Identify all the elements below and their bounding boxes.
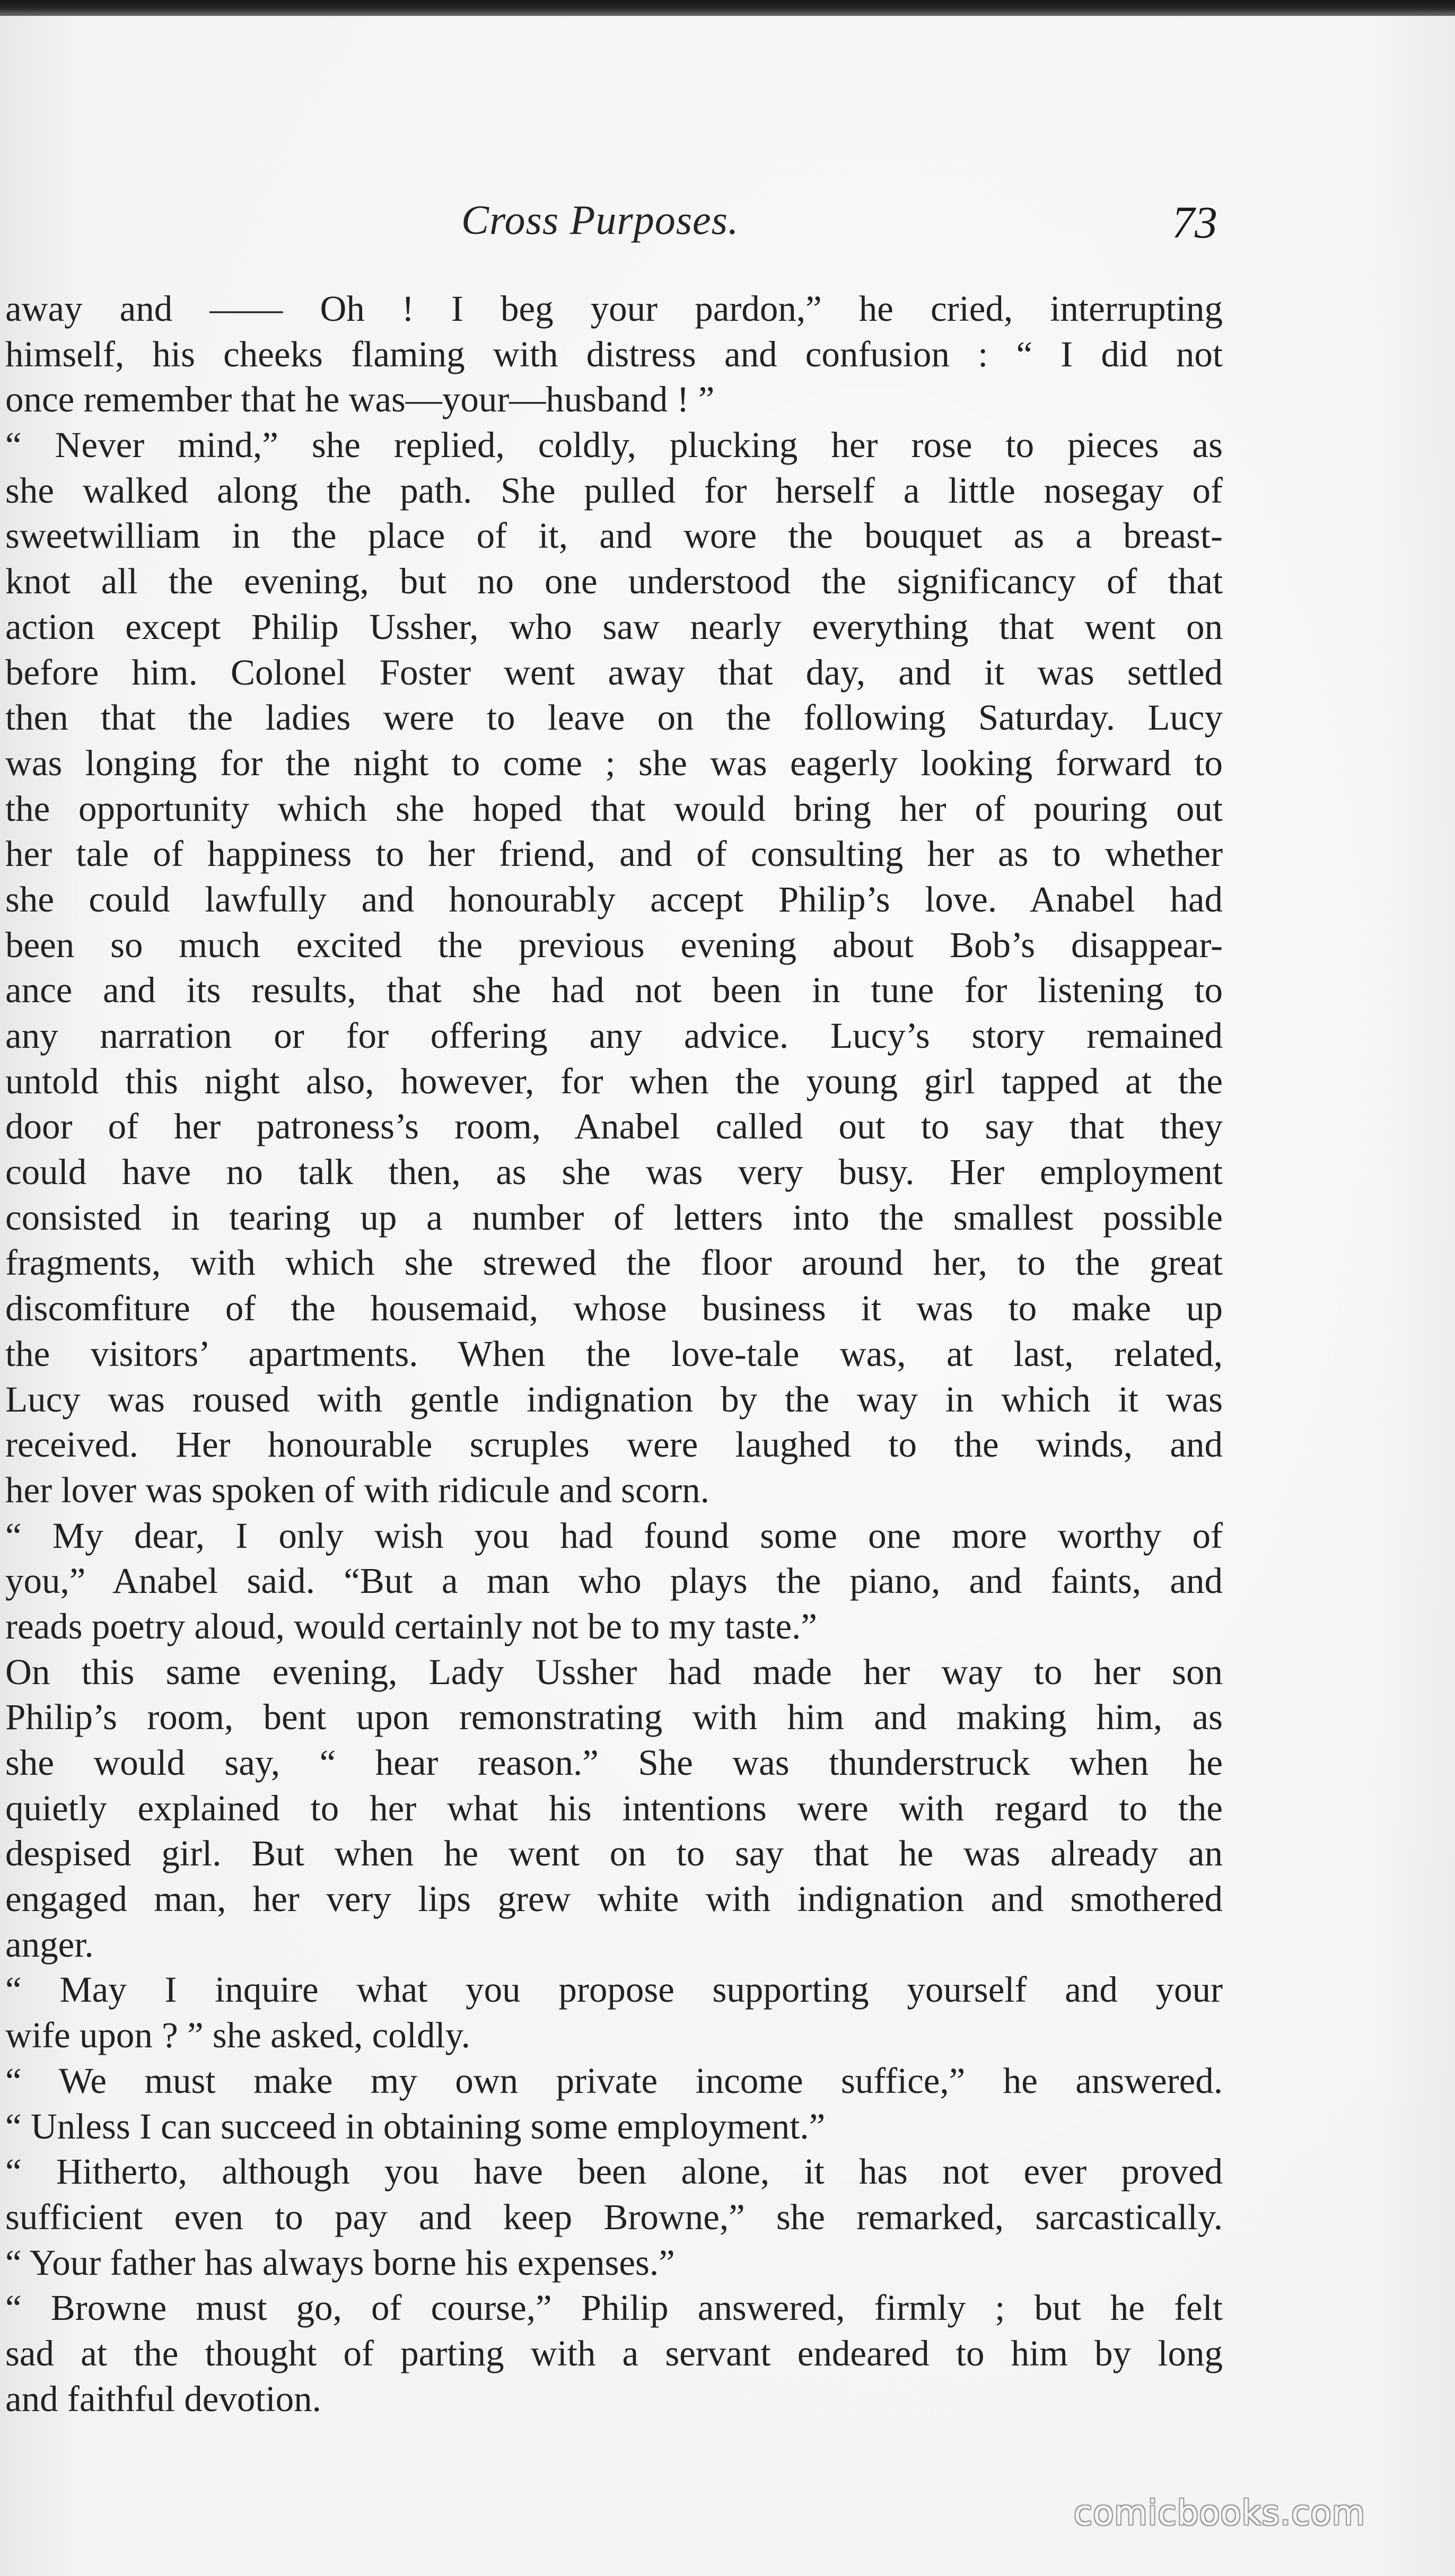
running-head <box>0 188 1455 257</box>
text-line: Lucy was roused with gentle indignation by the way in which it was <box>5 1379 1223 1420</box>
text-line: “ May I inquire what you propose supporting yourself and your <box>5 1969 1223 2010</box>
text-line: “ Hitherto, although you have been alone, it has not ever proved <box>5 2151 1223 2192</box>
text-line: despised girl. But when he went on to say that he was already an <box>5 1833 1223 1874</box>
text-line: once remember that he was—your—husband ! ” <box>5 379 715 420</box>
text-line: fragments, with which she strewed the floor around her, to the great <box>5 1242 1223 1283</box>
text-line: “ Never mind,” she replied, coldly, plucking her rose to pieces as <box>5 425 1223 466</box>
text-line: she would say, “ hear reason.” She was thunderstruck when he <box>5 1742 1223 1783</box>
text-line: discomfiture of the housemaid, whose business it was to make up <box>5 1288 1223 1329</box>
text-line: the visitors’ apartments. When the love-tale was, at last, related, <box>5 1333 1223 1374</box>
text-line: “ My dear, I only wish you had found some one more worthy of <box>5 1515 1223 1556</box>
text-line: wife upon ? ” she asked, coldly. <box>5 2015 470 2056</box>
text-line: received. Her honourable scruples were laughed to the winds, and <box>5 1424 1223 1465</box>
text-line: was longing for the night to come ; she was eagerly looking forward to <box>5 742 1223 783</box>
text-line: away and —— Oh ! I beg your pardon,” he cried, interrupting <box>5 288 1223 329</box>
text-line: “ We must make my own private income suffice,” he answered. <box>5 2060 1223 2101</box>
text-line: Philip’s room, bent upon remonstrating with him and making him, as <box>5 1697 1223 1738</box>
text-line: quietly explained to her what his intentions were with regard to the <box>5 1788 1223 1828</box>
text-line: the opportunity which she hoped that would bring her of pouring out <box>5 788 1223 829</box>
text-line: before him. Colonel Foster went away that day, and it was settled <box>5 652 1223 693</box>
text-line: knot all the evening, but no one understood the significancy of that <box>5 561 1223 602</box>
text-line: and faithful devotion. <box>5 2378 321 2419</box>
text-line: could have no talk then, as she was very busy. Her employment <box>5 1152 1223 1193</box>
text-line: she could lawfully and honourably accept Philip’s love. Anabel had <box>5 879 1223 919</box>
text-line: consisted in tearing up a number of letters into the smallest possible <box>5 1197 1223 1238</box>
text-line: any narration or for offering any advice. Lucy’s story remained <box>5 1015 1223 1056</box>
body-text <box>5 286 1223 2422</box>
text-line: then that the ladies were to leave on the following Saturday. Lucy <box>5 697 1223 738</box>
text-line: door of her patroness’s room, Anabel called out to say that they <box>5 1106 1223 1147</box>
text-line: “ Your father has always borne his expenses.” <box>5 2242 675 2283</box>
text-line: her tale of happiness to her friend, and of consulting her as to whether <box>5 834 1223 874</box>
text-line: “ Unless I can succeed in obtaining some employment.” <box>5 2106 826 2146</box>
running-head-title: Cross Purposes. <box>461 197 739 243</box>
watermark: comicbooks.com <box>1074 2494 1366 2533</box>
text-line: reads poetry aloud, would certainly not be to my taste.” <box>5 1606 817 1646</box>
scan-top-edge <box>0 0 1455 16</box>
text-line: engaged man, her very lips grew white with indignation and smothered <box>5 1879 1223 1920</box>
text-line: her lover was spoken of with ridicule and scorn. <box>5 1469 709 1510</box>
text-line: been so much excited the previous evening about Bob’s disappear- <box>5 924 1223 965</box>
text-line: action except Philip Ussher, who saw nearly everything that went on <box>5 606 1223 647</box>
text-line: himself, his cheeks flaming with distress and confusion : “ I did not <box>5 334 1223 374</box>
text-line: anger. <box>5 1924 94 1965</box>
text-line: untold this night also, however, for when the young girl tapped at the <box>5 1061 1223 1101</box>
text-line: sad at the thought of parting with a servant endeared to him by long <box>5 2333 1223 2373</box>
text-line: ance and its results, that she had not been in tune for listening to <box>5 970 1223 1011</box>
text-line: sufficient even to pay and keep Browne,” she remarked, sarcastically. <box>5 2196 1223 2237</box>
page-number: 73 <box>1172 197 1217 248</box>
text-line: sweetwilliam in the place of it, and wore the bouquet as a breast- <box>5 515 1223 556</box>
text-line: she walked along the path. She pulled for herself a little nosegay of <box>5 470 1223 511</box>
text-line: you,” Anabel said. “But a man who plays the piano, and faints, and <box>5 1561 1223 1601</box>
text-line: “ Browne must go, of course,” Philip answered, firmly ; but he felt <box>5 2288 1223 2328</box>
text-line: On this same evening, Lady Ussher had made her way to her son <box>5 1651 1223 1692</box>
